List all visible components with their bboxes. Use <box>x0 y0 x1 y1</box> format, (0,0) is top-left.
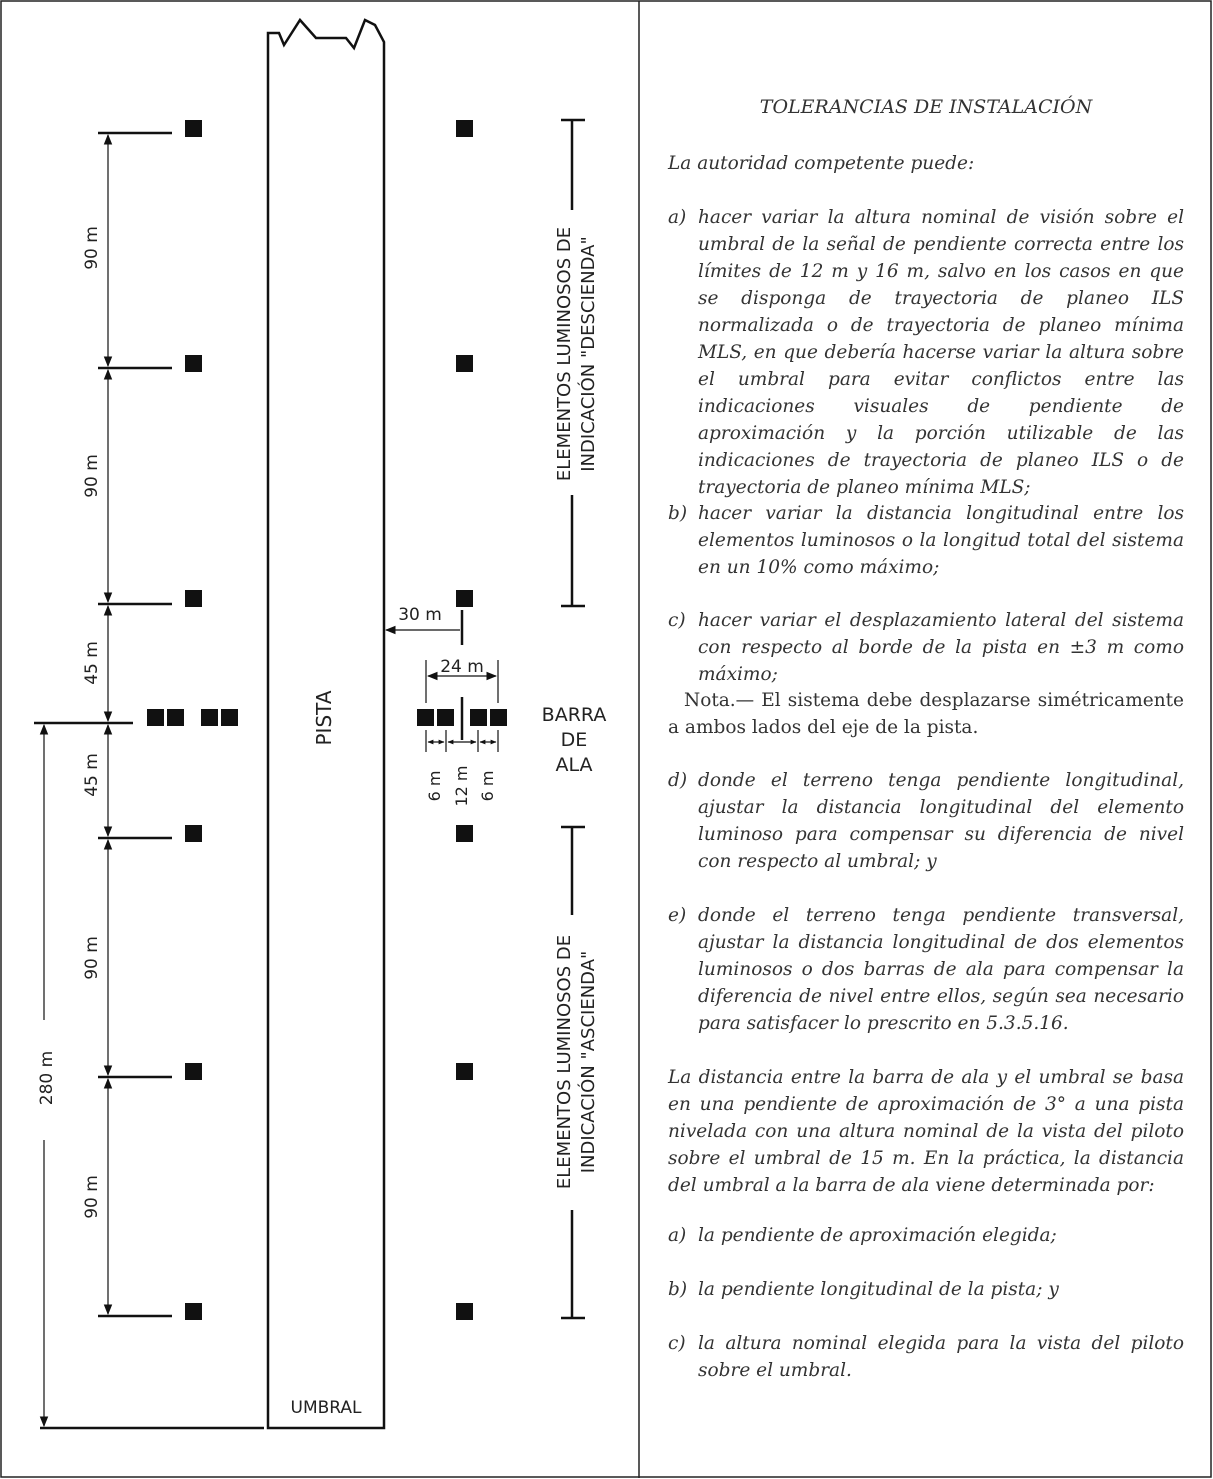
dim-280m: 280 m <box>37 1050 57 1106</box>
list-item-b2 <box>668 1276 1184 1303</box>
ascend-label-1: ELEMENTOS LUMINOSOS DE <box>554 934 575 1190</box>
basis-paragraph: La distancia entre la barra de ala y el umbral se basa en una pendiente de aproximación de 3° a una pista nivelada con una altura nominal de la vista del piloto sobre el umbral de 15 m. En la práctica, la distancia del umbral a la barra de ala viene determinada por: <box>668 1067 1184 1196</box>
dim-6m-b: 6 m <box>478 770 497 802</box>
list-letter: b) <box>668 1279 688 1300</box>
descend-label-2: INDICACIÓN "DESCIENDA" <box>578 236 599 472</box>
list-item-text: donde el terreno tenga pendiente longitudinal, ajustar la distancia longitudinal del elemento luminoso para compensar su diferencia de nivel con respecto al umbral; y <box>698 770 1184 872</box>
list-item-text: la altura nominal elegida para la vista del piloto sobre el umbral. <box>698 1333 1184 1381</box>
list-item-text: hacer variar el desplazamiento lateral del sistema con respecto al borde de la pista en ±3 m como máximo; <box>698 610 1184 685</box>
list-item-d <box>668 767 1184 875</box>
dim-24m: 24 m <box>440 657 484 677</box>
section-heading: TOLERANCIAS DE INSTALACIÓN <box>759 96 1093 118</box>
wing-bar-label-2: DE <box>560 729 588 751</box>
left-lights <box>147 120 238 1320</box>
ascend-label-2: INDICACIÓN "ASCIENDA" <box>578 950 599 1174</box>
list-item-b <box>668 500 1184 581</box>
dim-30m: 30 m <box>398 605 442 625</box>
list-letter: d) <box>668 770 688 791</box>
wing-bar-label-1: BARRA <box>541 704 607 726</box>
dim-90m-1: 90 m <box>82 226 102 270</box>
list-letter: b) <box>668 503 688 524</box>
list-item-a <box>668 204 1184 501</box>
dim-45m-2: 45 m <box>82 753 102 797</box>
list-letter: c) <box>668 610 686 631</box>
list-item-text: hacer variar la distancia longitudinal entre los elementos luminosos o la longitud total del sistema en un 10% como máximo; <box>698 503 1184 578</box>
dim-12m: 12 m <box>452 765 471 807</box>
list-item-text: la pendiente de aproximación elegida; <box>698 1225 1057 1246</box>
dim-90m-4: 90 m <box>82 1175 102 1219</box>
list-item-text: la pendiente longitudinal de la pista; y <box>698 1279 1059 1300</box>
wing-bar-label-3: ALA <box>555 754 593 776</box>
note-text: Nota.— El sistema debe desplazarse simétricamente a ambos lados del eje de la pista. <box>668 690 1184 738</box>
list-item-c2 <box>668 1330 1184 1384</box>
list-letter: c) <box>668 1333 686 1354</box>
list-item-e <box>668 902 1184 1037</box>
dim-6m-a: 6 m <box>425 770 444 802</box>
list-letter: a) <box>668 207 687 228</box>
dim-90m-3: 90 m <box>82 936 102 980</box>
list-item-c <box>668 607 1184 688</box>
dim-45m-1: 45 m <box>82 641 102 685</box>
list-item-text: hacer variar la altura nominal de visión sobre el umbral de la señal de pendiente correcta entre los límites de 12 m y 16 m, salvo en los casos en que se disponga de trayectoria de planeo ILS normalizada o de trayectoria de planeo mínima MLS, en que debería hacerse variar la altura sobre el umbral para evitar conflictos entre las indicaciones visuales de pendiente de aproximación y la porción utilizable de las indicaciones de trayectoria de planeo ILS o de trayectoria de planeo mínima MLS; <box>698 207 1184 498</box>
list-letter: a) <box>668 1225 687 1246</box>
lead-text: La autoridad competente puede: <box>668 153 975 174</box>
descend-label-1: ELEMENTOS LUMINOSOS DE <box>554 226 575 482</box>
list-item-a2 <box>668 1222 1184 1249</box>
tolerances-text-panel <box>668 0 1184 1479</box>
runway-label: PISTA <box>312 690 336 746</box>
threshold-label: UMBRAL <box>290 1398 362 1418</box>
list-item-text: donde el terreno tenga pendiente transversal, ajustar la distancia longitudinal de dos elementos luminosos o dos barras de ala para compensar la diferencia de nivel entre ellos, según sea necesario para satisfacer lo prescrito en 5.3.5.16. <box>698 905 1184 1034</box>
dim-90m-2: 90 m <box>82 454 102 498</box>
list-letter: e) <box>668 905 687 926</box>
